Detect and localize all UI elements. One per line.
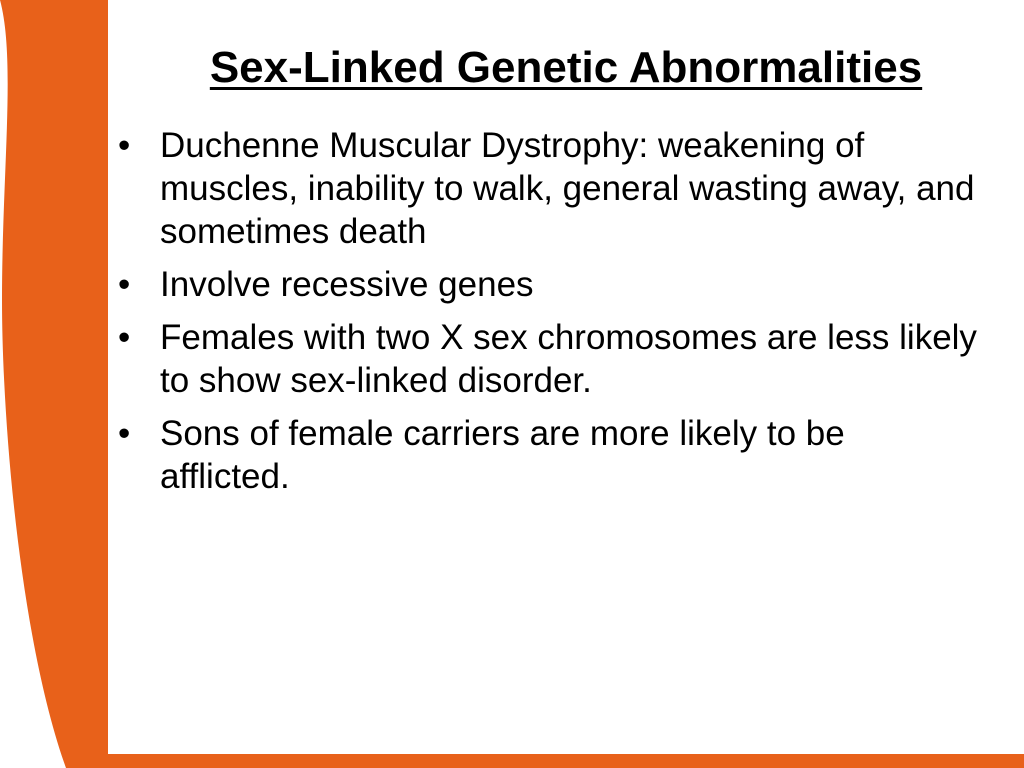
- bullet-list: [118, 124, 978, 508]
- bullet-item: [118, 263, 978, 306]
- bullet-item: [118, 412, 978, 498]
- bullet-text: Sons of female carriers are more likely to be afflicted.: [160, 414, 845, 496]
- bullet-marker: •: [118, 414, 131, 453]
- left-accent-shape: [0, 0, 108, 768]
- bullet-marker: •: [118, 265, 131, 304]
- bottom-accent-bar: [100, 754, 1024, 768]
- bullet-marker: •: [118, 318, 131, 357]
- bullet-marker: •: [118, 126, 131, 165]
- bullet-text: Duchenne Muscular Dystrophy: weakening of muscles, inability to walk, general wasting away, and sometimes death: [160, 126, 975, 251]
- bullet-text: Involve recessive genes: [160, 265, 534, 304]
- slide-title: Sex-Linked Genetic Abnormalities: [209, 43, 923, 92]
- bullet-text: Females with two X sex chromosomes are less likely to show sex-linked disorder.: [160, 318, 977, 400]
- bullet-item: [118, 316, 978, 402]
- bullet-item: [118, 124, 978, 253]
